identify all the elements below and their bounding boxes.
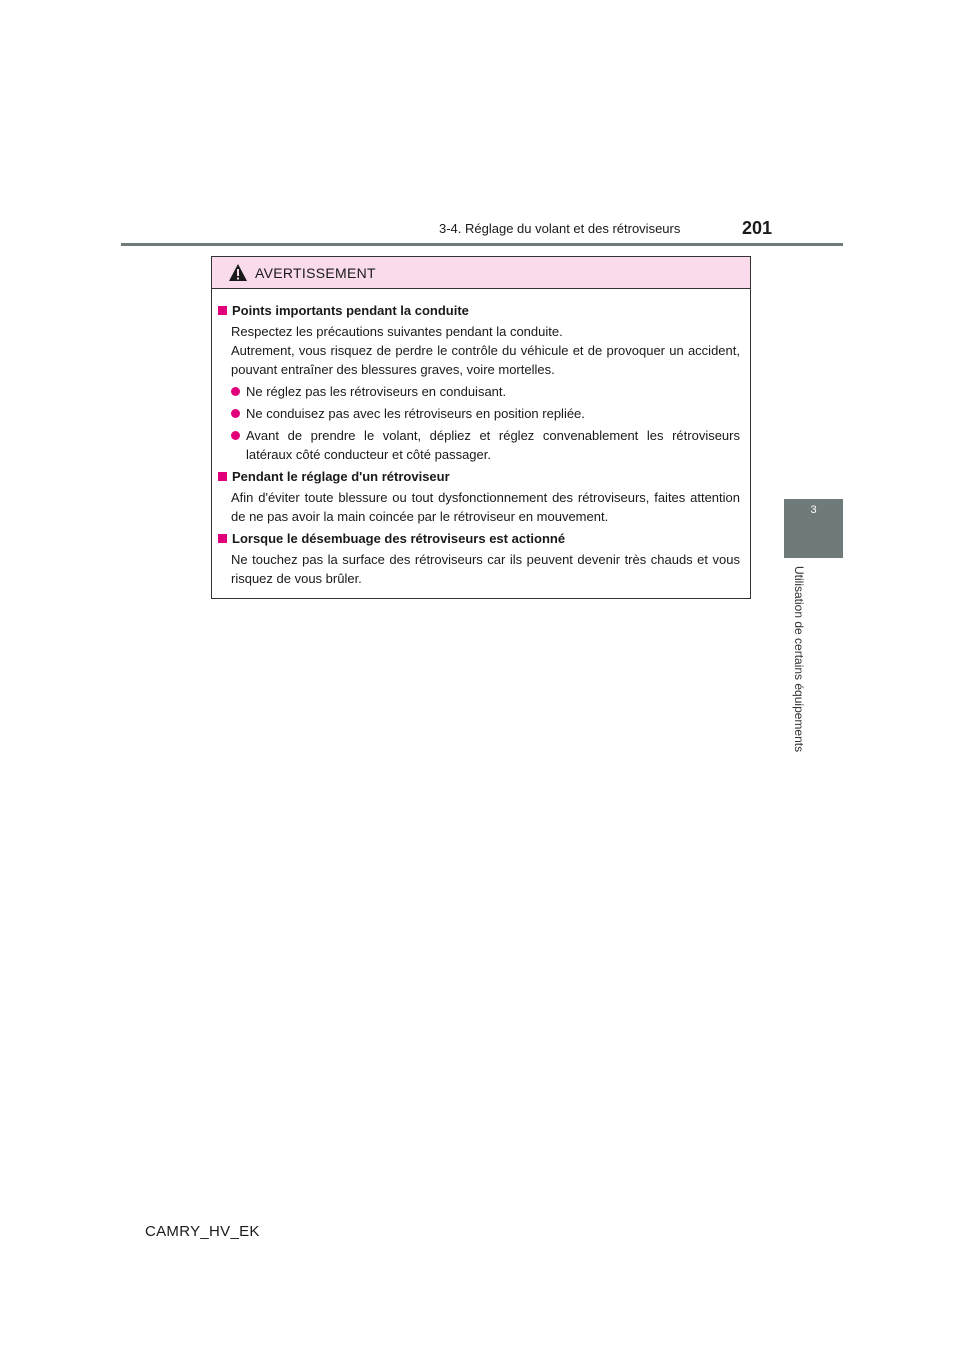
warning-title: AVERTISSEMENT xyxy=(255,264,376,281)
paragraph: Autrement, vous risquez de perdre le contrôle du véhicule et de provoquer un accident, pouvant entraîner des blessures graves, voire mortelles. xyxy=(231,343,740,377)
header-rule xyxy=(121,243,843,246)
dot-bullet-icon xyxy=(231,431,240,440)
square-bullet-icon xyxy=(218,472,227,481)
warning-box xyxy=(211,256,751,599)
model-code: CAMRY_HV_EK xyxy=(145,1223,260,1240)
bullet-item: Avant de prendre le volant, dépliez et réglez convenablement les rétroviseurs latéraux côté conducteur et côté passager. xyxy=(218,426,740,464)
square-bullet-icon xyxy=(218,534,227,543)
bullet-item: Ne conduisez pas avec les rétroviseurs en position repliée. xyxy=(218,404,740,423)
warning-header xyxy=(212,257,750,289)
warning-section xyxy=(218,301,740,464)
paragraph: Ne touchez pas la surface des rétroviseurs car ils peuvent devenir très chauds et vous risquez de vous brûler. xyxy=(231,552,740,586)
warning-triangle-icon xyxy=(228,263,248,283)
warning-section xyxy=(218,529,740,588)
chapter-title: Utilisation de certains équipements xyxy=(792,566,806,753)
warning-body xyxy=(212,289,750,588)
dot-bullet-icon xyxy=(231,387,240,396)
dot-bullet-icon xyxy=(231,409,240,418)
square-bullet-icon xyxy=(218,306,227,315)
paragraph: Respectez les précautions suivantes pendant la conduite. xyxy=(231,324,563,339)
section-heading: Pendant le réglage d'un rétroviseur xyxy=(218,467,740,486)
section-heading: Points importants pendant la conduite xyxy=(218,301,740,320)
header-section-title: 3-4. Réglage du volant et des rétroviseurs xyxy=(439,221,681,236)
chapter-tab xyxy=(784,499,843,558)
page-number: 201 xyxy=(742,218,773,238)
chapter-number: 3 xyxy=(810,504,817,516)
warning-section xyxy=(218,467,740,526)
section-heading: Lorsque le désembuage des rétroviseurs est actionné xyxy=(218,529,740,548)
bullet-item: Ne réglez pas les rétroviseurs en conduisant. xyxy=(218,382,740,401)
paragraph: Afin d'éviter toute blessure ou tout dysfonctionnement des rétroviseurs, faites attention de ne pas avoir la main coincée par le rétroviseur en mouvement. xyxy=(231,490,740,524)
